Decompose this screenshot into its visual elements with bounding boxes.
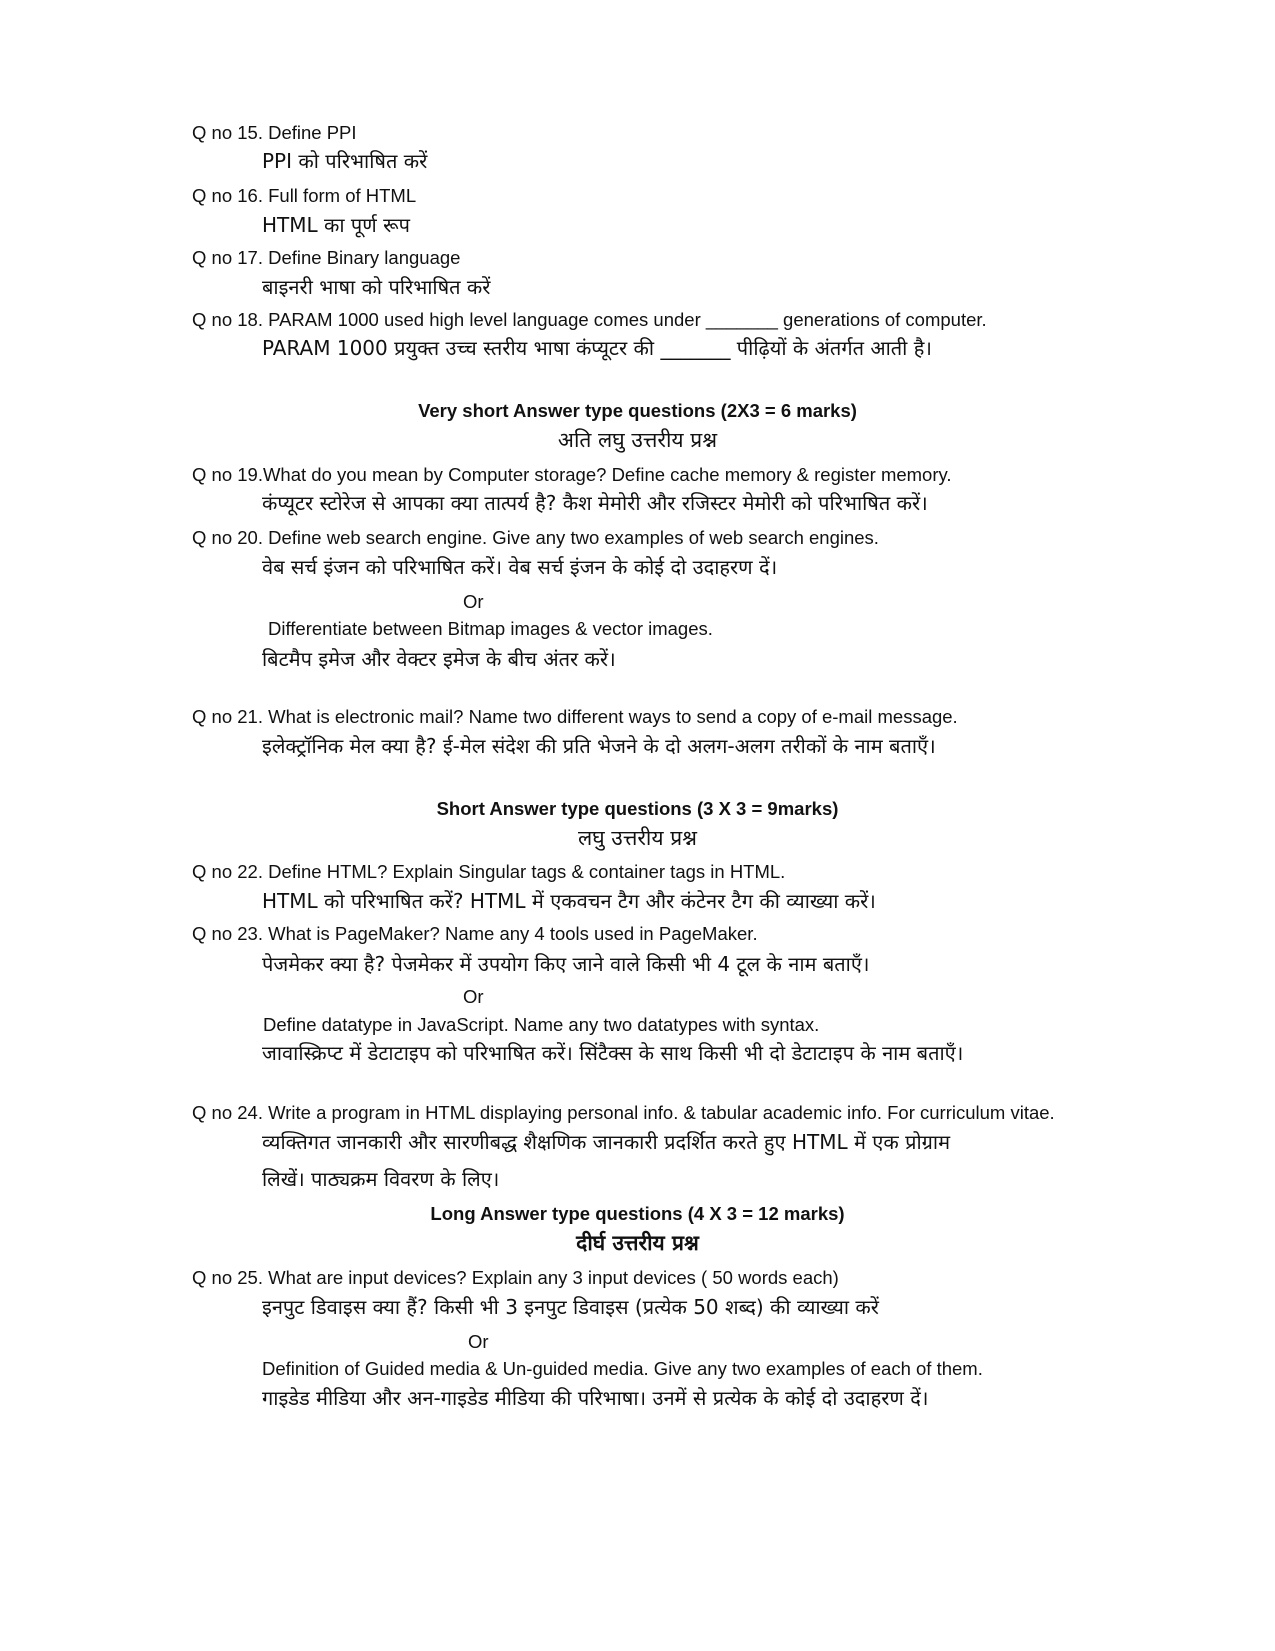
q20-alt-en: Differentiate between Bitmap images & vector images.: [268, 618, 713, 639]
q25-alt-en: Definition of Guided media & Un-guided media. Give any two examples of each of them.: [262, 1358, 983, 1379]
q24-hi-line1: व्यक्तिगत जानकारी और सारणीबद्ध शैक्षणिक जानकारी प्रदर्शित करते हुए HTML में एक प्रोग्राम: [262, 1130, 951, 1154]
q23-hi: पेजमेकर क्या है? पेजमेकर में उपयोग किए जाने वाले किसी भी 4 टूल के नाम बताएँ।: [262, 952, 870, 976]
q25-en: Q no 25. What are input devices? Explain any 3 input devices ( 50 words each): [192, 1267, 839, 1288]
q17-hi: बाइनरी भाषा को परिभाषित करें: [262, 275, 491, 299]
q15-en: Q no 15. Define PPI: [192, 122, 357, 143]
section-heading-long-hi: दीर्घ उत्तरीय प्रश्न: [576, 1231, 699, 1255]
q16-en: Q no 16. Full form of HTML: [192, 185, 417, 206]
q18-en: Q no 18. PARAM 1000 used high level language comes under _______ generations of computer.: [192, 309, 987, 330]
q23-en: Q no 23. What is PageMaker? Name any 4 tools used in PageMaker.: [192, 923, 758, 944]
q22-hi: HTML को परिभाषित करें? HTML में एकवचन टैग और कंटेनर टैग की व्याख्या करें।: [262, 889, 876, 913]
q19-hi: कंप्यूटर स्टोरेज से आपका क्या तात्पर्य है? कैश मेमोरी और रजिस्टर मेमोरी को परिभाषित करें।: [262, 491, 928, 515]
q16-hi: HTML का पूर्ण रूप: [262, 213, 410, 237]
section-heading-very-short-hi: अति लघु उत्तरीय प्रश्न: [557, 428, 718, 452]
section-heading-long: Long Answer type questions (4 X 3 = 12 marks): [430, 1203, 845, 1224]
q15-hi: PPI को परिभाषित करें: [262, 149, 428, 173]
q25-or: Or: [468, 1331, 489, 1352]
q23-alt-hi: जावास्क्रिप्ट में डेटाटाइप को परिभाषित करें। सिंटैक्स के साथ किसी भी दो डेटाटाइप के नाम बताएँ।: [262, 1041, 964, 1065]
q21-en: Q no 21. What is electronic mail? Name two different ways to send a copy of e-mail message.: [192, 706, 958, 727]
q24-hi-line2: लिखें। पाठ्यक्रम विवरण के लिए।: [262, 1167, 500, 1191]
q24-en: Q no 24. Write a program in HTML displaying personal info. & tabular academic info. For curriculum vitae.: [192, 1102, 1055, 1123]
q25-hi: इनपुट डिवाइस क्या हैं? किसी भी 3 इनपुट डिवाइस (प्रत्येक 50 शब्द) की व्याख्या करें: [262, 1295, 879, 1319]
q23-or: Or: [463, 986, 484, 1007]
q19-en: Q no 19.What do you mean by Computer storage? Define cache memory & register memory.: [192, 464, 952, 485]
q17-en: Q no 17. Define Binary language: [192, 247, 461, 268]
q22-en: Q no 22. Define HTML? Explain Singular tags & container tags in HTML.: [192, 861, 786, 882]
q20-alt-hi: बिटमैप इमेज और वेक्टर इमेज के बीच अंतर करें।: [262, 647, 616, 671]
q20-hi: वेब सर्च इंजन को परिभाषित करें। वेब सर्च इंजन के कोई दो उदाहरण दें।: [262, 555, 778, 579]
q20-or: Or: [463, 591, 484, 612]
section-heading-short: Short Answer type questions (3 X 3 = 9marks): [436, 798, 839, 819]
section-heading-short-hi: लघु उत्तरीय प्रश्न: [577, 826, 698, 850]
q18-hi: PARAM 1000 प्रयुक्त उच्च स्तरीय भाषा कंप्यूटर की _______ पीढ़ियों के अंतर्गत आती है।: [262, 336, 932, 360]
q20-en: Q no 20. Define web search engine. Give any two examples of web search engines.: [192, 527, 879, 548]
section-heading-very-short: Very short Answer type questions (2X3 = 6 marks): [418, 400, 857, 421]
q21-hi: इलेक्ट्रॉनिक मेल क्या है? ई-मेल संदेश की प्रति भेजने के दो अलग-अलग तरीकों के नाम बताएँ।: [262, 734, 936, 758]
q25-alt-hi: गाइडेड मीडिया और अन-गाइडेड मीडिया की परिभाषा। उनमें से प्रत्येक के कोई दो उदाहरण दें।: [262, 1386, 929, 1410]
q23-alt-en: Define datatype in JavaScript. Name any two datatypes with syntax.: [263, 1014, 820, 1035]
